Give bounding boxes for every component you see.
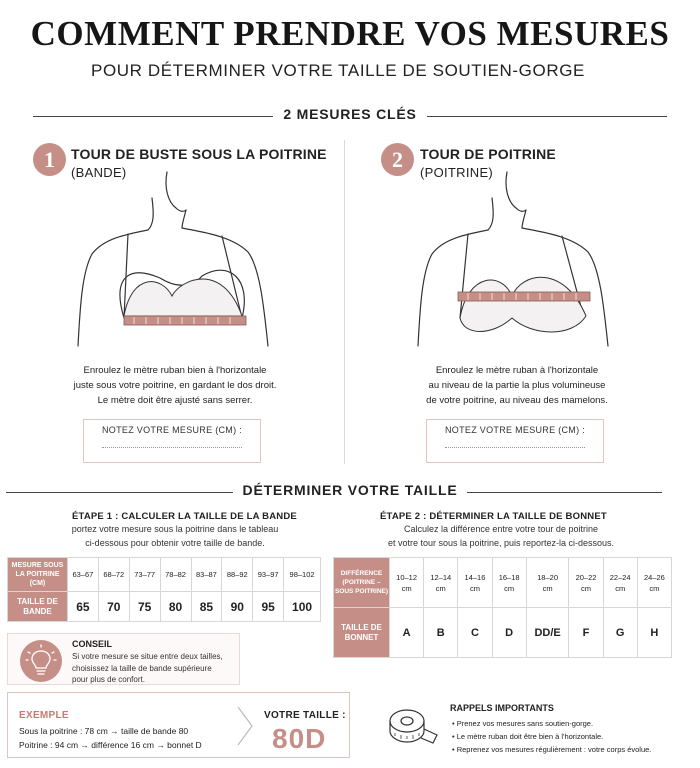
example-title: EXEMPLE (19, 710, 69, 721)
desc-line: et votre tour sous la poitrine, puis reportez-la ci-dessous. (387, 538, 615, 548)
step-number-badge-2: 2 (381, 143, 414, 176)
cup-table-difference-header: DIFFÉRENCE (POITRINE – SOUS POITRINE) (334, 558, 390, 608)
reminder-item: • Reprenez vos mesures régulièrement : votre corps évolue. (452, 743, 651, 756)
band-range-cell: 78–82 (160, 558, 191, 592)
example-line-underbust: Sous la poitrine : 78 cm → taille de bande 80 (19, 726, 189, 736)
step1-description (40, 522, 310, 550)
cup-range-cell: 10–12 cm (390, 558, 424, 608)
cup-size-cell: B (424, 608, 458, 658)
band-range-cell: 63–67 (68, 558, 99, 592)
cup-table-size-header: TAILLE DE BONNET (334, 608, 390, 658)
band-size-table (7, 557, 321, 622)
reminder-item: • Prenez vos mesures sans soutien-gorge. (452, 717, 651, 730)
cup-size-cell: D (492, 608, 526, 658)
page-title: COMMENT PRENDRE VOS MESURES (30, 14, 670, 53)
section-size-header (0, 482, 700, 502)
note-label: NOTEZ VOTRE MESURE (CM) : (102, 425, 242, 435)
band-table-size-header: TAILLE DE BANDE (8, 592, 68, 622)
section-key-measures-title: 2 MESURES CLÉS (273, 106, 426, 122)
section-size-title: DÉTERMINER VOTRE TAILLE (233, 482, 468, 498)
step-number-badge-1: 1 (33, 143, 66, 176)
tip-title: CONSEIL (72, 639, 113, 649)
cup-size-cell: G (603, 608, 637, 658)
cup-range-cell: 18–20 cm (526, 558, 569, 608)
band-range-cell: 83–87 (191, 558, 222, 592)
bra-figure-underbust-icon (72, 168, 272, 348)
cup-range-cell: 20–22 cm (569, 558, 603, 608)
tip-line: choisissez la taille de bande supérieure (72, 663, 212, 673)
measure2-subtitle: (POITRINE) (420, 165, 494, 180)
band-size-cell: 95 (253, 592, 284, 622)
bra-figure-bust-icon (412, 168, 612, 348)
instruction-line: Le mètre doit être ajusté sans serrer. (97, 395, 253, 406)
measuring-tape-icon (385, 705, 441, 753)
measure2-note-field[interactable] (426, 419, 604, 463)
reminders-list (452, 717, 651, 756)
cup-size-cell: F (569, 608, 603, 658)
note-dotted-line (445, 447, 585, 448)
reminders-title: RAPPELS IMPORTANTS (450, 703, 554, 713)
lightbulb-icon-badge (20, 640, 62, 682)
band-range-cell: 73–77 (129, 558, 160, 592)
band-size-cell: 65 (68, 592, 99, 622)
desc-line: ci-dessous pour obtenir votre taille de bande. (85, 538, 265, 548)
band-range-cell: 98–102 (284, 558, 321, 592)
measure2-instructions (382, 363, 652, 408)
cup-range-cell: 16–18 cm (492, 558, 526, 608)
page-subtitle: POUR DÉTERMINER VOTRE TAILLE DE SOUTIEN-GORGE (91, 61, 585, 80)
band-size-cell: 75 (129, 592, 160, 622)
band-table-measure-header: MESURE SOUS LA POITRINE (CM) (8, 558, 68, 592)
measure2-title: TOUR DE POITRINE (420, 146, 556, 162)
desc-line: Calculez la différence entre votre tour de poitrine (404, 524, 598, 534)
chevron-right-icon (234, 703, 256, 749)
example-box (7, 692, 350, 758)
measure1-instructions (40, 363, 310, 408)
step2-description (366, 522, 636, 550)
tip-text (72, 651, 240, 686)
cup-size-cell: H (637, 608, 671, 658)
cup-range-cell: 12–14 cm (424, 558, 458, 608)
step2-title: ÉTAPE 2 : DÉTERMINER LA TAILLE DE BONNET (380, 511, 607, 522)
note-dotted-line (102, 447, 242, 448)
band-size-cell: 70 (98, 592, 129, 622)
band-size-cell: 85 (191, 592, 222, 622)
instruction-line: juste sous votre poitrine, en gardant le dos droit. (73, 380, 277, 391)
cup-range-cell: 14–16 cm (458, 558, 492, 608)
instruction-line: Enroulez le mètre ruban bien à l'horizontale (83, 365, 267, 376)
column-divider (344, 140, 345, 464)
tip-line: pour plus de confort. (72, 675, 145, 684)
reminder-item: • Le mètre ruban doit être bien à l'horizontale. (452, 730, 651, 743)
lightbulb-icon (20, 640, 62, 682)
cup-size-cell: DD/E (526, 608, 569, 658)
instruction-line: au niveau de la partie la plus volumineuse (428, 380, 606, 391)
cup-size-table (333, 557, 672, 658)
result-value: 80D (272, 723, 327, 754)
instruction-line: de votre poitrine, au niveau des mamelons. (426, 395, 608, 406)
example-line-bust: Poitrine : 94 cm → différence 16 cm → bonnet D (19, 740, 202, 750)
band-size-cell: 100 (284, 592, 321, 622)
section-key-measures-header (0, 106, 700, 126)
tip-line: Si votre mesure se situe entre deux tailles, (72, 652, 223, 661)
band-range-cell: 93–97 (253, 558, 284, 592)
result-label: VOTRE TAILLE : (264, 710, 346, 721)
measure1-title: TOUR DE BUSTE SOUS LA POITRINE (71, 146, 327, 162)
band-range-cell: 88–92 (222, 558, 253, 592)
measure1-subtitle: (BANDE) (71, 165, 127, 180)
band-range-cell: 68–72 (98, 558, 129, 592)
instruction-line: Enroulez le mètre ruban à l'horizontale (435, 365, 599, 376)
cup-size-cell: C (458, 608, 492, 658)
note-label: NOTEZ VOTRE MESURE (CM) : (445, 425, 585, 435)
cup-range-cell: 24–26 cm (637, 558, 671, 608)
tip-box (7, 633, 240, 685)
band-size-cell: 80 (160, 592, 191, 622)
cup-size-cell: A (390, 608, 424, 658)
measure1-note-field[interactable] (83, 419, 261, 463)
desc-line: portez votre mesure sous la poitrine dans le tableau (71, 524, 279, 534)
step1-title: ÉTAPE 1 : CALCULER LA TAILLE DE LA BANDE (72, 511, 297, 522)
band-size-cell: 90 (222, 592, 253, 622)
cup-range-cell: 22–24 cm (603, 558, 637, 608)
